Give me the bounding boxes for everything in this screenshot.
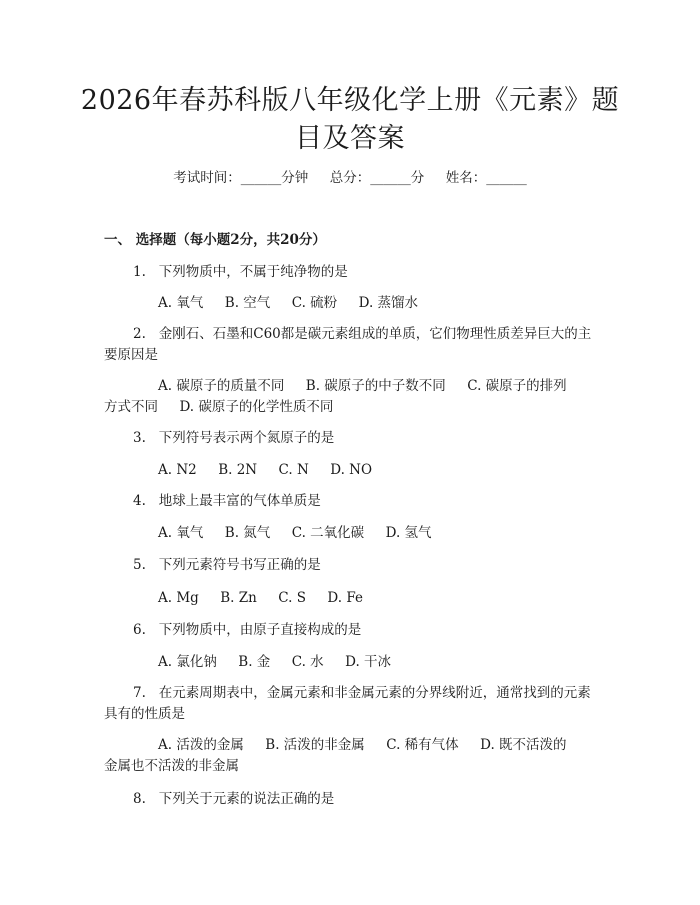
question-options: A. 氯化钠 B. 金 C. 水 D. 干冰 — [158, 654, 392, 670]
question-stem-continued: 具有的性质是 — [104, 706, 185, 722]
question-stem: 6. 下列物质中，由原子直接构成的是 — [133, 622, 362, 638]
question-options: A. N2 B. 2N C. N D. NO — [158, 462, 373, 478]
question-stem-continued: 要原因是 — [104, 347, 158, 363]
question-stem: 7. 在元素周期表中，金属元素和非金属元素的分界线附近，通常找到的元素 — [133, 685, 591, 701]
question-options-continued: 金属也不活泼的非金属 — [104, 758, 239, 774]
section-heading: 一、 选择题（每小题2分，共20分） — [104, 232, 326, 248]
question-options: A. 氧气 B. 氮气 C. 二氧化碳 D. 氢气 — [158, 525, 432, 541]
title-line-2: 目及答案 — [295, 123, 405, 154]
question-options: A. 碳原子的质量不同 B. 碳原子的中子数不同 C. 碳原子的排列 — [158, 378, 567, 394]
title-line-1: 2026年春苏科版八年级化学上册《元素》题 — [80, 85, 620, 116]
question-stem: 4. 地球上最丰富的气体单质是 — [133, 493, 321, 509]
question-stem: 5. 下列元素符号书写正确的是 — [133, 557, 321, 573]
question-stem: 1. 下列物质中，不属于纯净物的是 — [133, 264, 348, 280]
question-stem: 8. 下列关于元素的说法正确的是 — [133, 791, 335, 807]
question-options-continued: 方式不同 D. 碳原子的化学性质不同 — [104, 399, 334, 415]
question-options: A. Mg B. Zn C. S D. Fe — [158, 590, 363, 606]
question-stem: 2. 金刚石、石墨和C60都是碳元素组成的单质，它们物理性质差异巨大的主 — [133, 326, 592, 342]
question-stem: 3. 下列符号表示两个氮原子的是 — [133, 430, 335, 446]
document-title — [80, 82, 620, 158]
question-options: A. 氧气 B. 空气 C. 硫粉 D. 蒸馏水 — [158, 295, 419, 311]
question-options: A. 活泼的金属 B. 活泼的非金属 C. 稀有气体 D. 既不活泼的 — [158, 737, 567, 753]
exam-info-line: 考试时间：______分钟 总分：______分 姓名：______ — [173, 170, 527, 186]
